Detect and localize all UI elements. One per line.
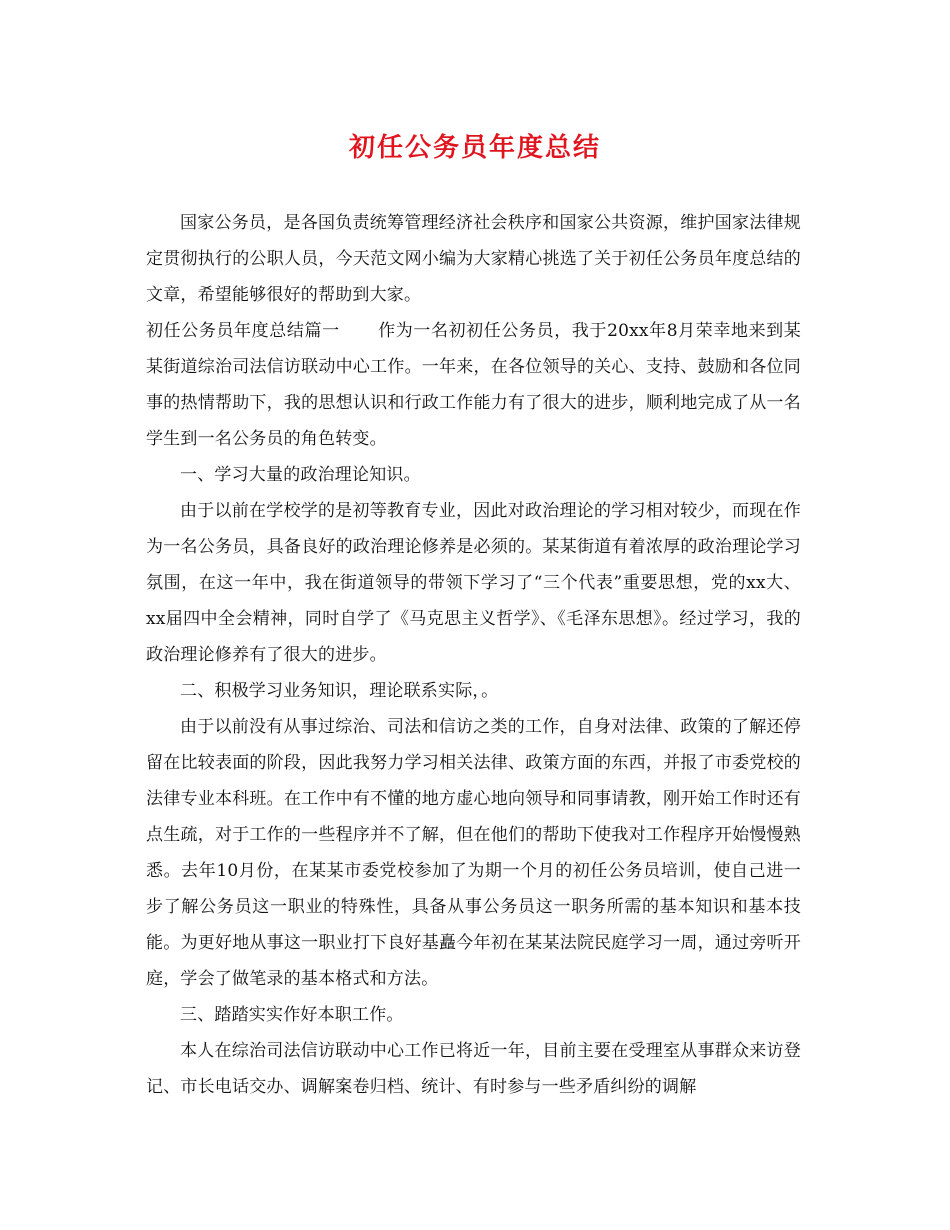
section-one-label: 初任公务员年度总结篇一 xyxy=(146,321,340,341)
document-title: 初任公务员年度总结 xyxy=(348,133,601,163)
section-one-text: 作为一名初初任公务员，我于20xx年8月荣幸地来到某某街道综治司法信访联动中心工作。一年来，在各位领导的关心、支持、鼓励和各位同事的热情帮助下，我的思想认识和行政工作能力有了很大的进步，顺利地完成了从一名学生到一名公务员的角色转变。 xyxy=(146,321,801,449)
paragraph-business-knowledge: 由于以前没有从事过综治、司法和信访之类的工作，自身对法律、政策的了解还停留在比较表面的阶段，因此我努力学习相关法律、政策方面的东西，并报了市委党校的法律专业本科班。在工作中有不懂的地方虚心地向领导和同事请教，刚开始工作时还有点生疏，对于工作的一些程序并不了解，但在他们的帮助下使我对工作程序开始慢慢熟悉。去年10月份，在某某市委党校参加了为期一个月的初任公务员培训，使自己进一步了解公务员这一职业的特殊性，具备从事公务员这一职务所需的基本知识和基本技能。为更好地从事这一职业打下良好基矗今年初在某某法院民庭学习一周，通过旁听开庭，学会了做笔录的基本格式和方法。 xyxy=(146,717,801,989)
section-one-paragraph xyxy=(146,313,801,457)
paragraph-job-duties: 本人在综治司法信访联动中心工作已将近一年，目前主要在受理室从事群众来访登记、市长电话交办、调解案卷归档、统计、有时参与一些矛盾纠纷的调解 xyxy=(146,1041,801,1097)
heading-job-duties: 三、踏踏实实作好本职工作。 xyxy=(180,1005,404,1025)
paragraph-political-theory: 由于以前在学校学的是初等教育专业，因此对政治理论的学习相对较少，而现在作为一名公务员，具备良好的政治理论修养是必须的。某某街道有着浓厚的政治理论学习氛围，在这一年中，我在街道领导的带领下学习了“三个代表”重要思想，党的xx大、xx届四中全会精神，同时自学了《马克思主义哲学》、《毛泽东思想》。经过学习，我的政治理论修养有了很大的进步。 xyxy=(146,501,801,665)
heading-business-knowledge: 二、积极学习业务知识，理论联系实际，。 xyxy=(180,681,499,701)
document-body xyxy=(146,205,801,1105)
heading-political-theory: 一、学习大量的政治理论知识。 xyxy=(180,465,421,485)
intro-paragraph: 国家公务员，是各国负责统筹管理经济社会秩序和国家公共资源，维护国家法律规定贯彻执行的公职人员，今天范文网小编为大家精心挑选了关于初任公务员年度总结的文章，希望能够很好的帮助到大家。 xyxy=(146,213,801,305)
